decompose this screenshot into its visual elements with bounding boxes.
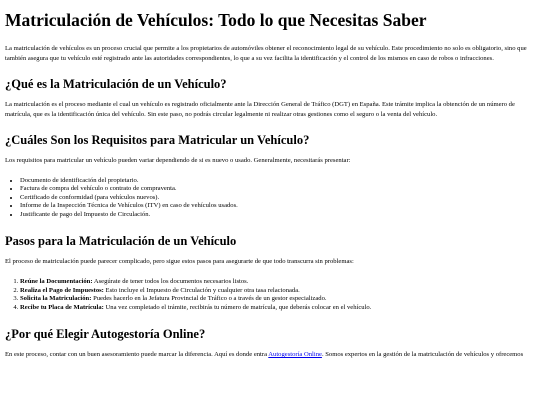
intro-paragraph: La matriculación de vehículos es un proceso crucial que permite a los propietarios de automóviles obtener el reconocimiento legal de su vehículo. Este procedimiento no solo es obligatorio, sino que también asegura que tu vehículo esté registrado ante las autoridades correspondientes, lo que a su vez facilita la identificación y el control de los mismos en caso de robos o infracciones. [5, 45, 527, 62]
step-text: Una vez completado el trámite, recibirás tu número de matrícula, que deberás colocar en el vehículo. [103, 303, 372, 311]
section-heading-por-que: ¿Por qué Elegir Autogestoría Online? [5, 327, 206, 342]
step-label: Realiza el Pago de Impuestos: [20, 286, 104, 294]
list-item [20, 287, 535, 296]
step-text: Puedes hacerlo en la Jefatura Provincial de Tráfico o a través de un gestor especializado. [91, 295, 327, 303]
text-after-link: . Somos expertos en la gestión de la matriculación de vehículos y ofrecemos [321, 351, 524, 359]
section-heading-pasos: Pasos para la Matriculación de un Vehículo [5, 234, 237, 249]
list-item [20, 304, 535, 313]
step-label: Reúne la Documentación: [20, 277, 93, 285]
list-item: • Justificante de pago del Impuesto de Circulación. [20, 211, 535, 220]
list-item [20, 295, 535, 304]
list-item: • Informe de la Inspección Técnica de Vehículos (ITV) en caso de vehículos usados. [20, 202, 535, 211]
list-item [20, 278, 535, 287]
step-text: Esto incluye el Impuesto de Circulación y cualquier otra tasa relacionada. [103, 286, 300, 294]
steps-list [5, 278, 535, 312]
section-paragraph-requisitos: Los requisitos para matricular un vehículo pueden variar dependiendo de si es nuevo o usado. Generalmente, necesitarás presentar: [5, 157, 351, 164]
step-label: Solicita la Matriculación: [20, 295, 92, 303]
section-heading-que-es: ¿Qué es la Matriculación de un Vehículo? [5, 77, 227, 91]
list-item: • Factura de compra del vehículo o contrato de compraventa. [20, 185, 535, 194]
page-title: Matriculación de Vehículos: Todo lo que Necesitas Saber [5, 10, 427, 30]
step-text: Asegúrate de tener todos los documentos necesarios listos. [92, 277, 249, 285]
text-before-link: En este proceso, contar con un buen asesoramiento puede marcar la diferencia. Aquí es donde entra [5, 351, 269, 359]
section-paragraph-por-que [5, 350, 535, 360]
section-paragraph-que-es: La matriculación es el proceso mediante el cual un vehículo es registrado oficialmente ante la Dirección General de Tráfico (DGT) en España. Este trámite implica la obtención de un número de matrícula, que es la identificación única del vehículo. Sin este paso, no podrás circular legalmente ni realizar otras gestiones como el seguro o la venta del vehículo. [5, 101, 515, 118]
section-paragraph-pasos: El proceso de matriculación puede parecer complicado, pero sigue estos pasos para asegurarte de que todo transcurra sin problemas: [5, 258, 354, 266]
list-item: • Documento de identificación del propietario. [20, 177, 535, 186]
section-heading-requisitos: ¿Cuáles Son los Requisitos para Matricular un Vehículo? [5, 133, 310, 147]
autogestoria-link[interactable]: Autogestoría Online [268, 351, 322, 359]
step-label: Recibe tu Placa de Matrícula: [20, 303, 104, 311]
requirements-list [5, 177, 535, 220]
list-item: • Certificado de conformidad (para vehículos nuevos). [20, 194, 535, 203]
